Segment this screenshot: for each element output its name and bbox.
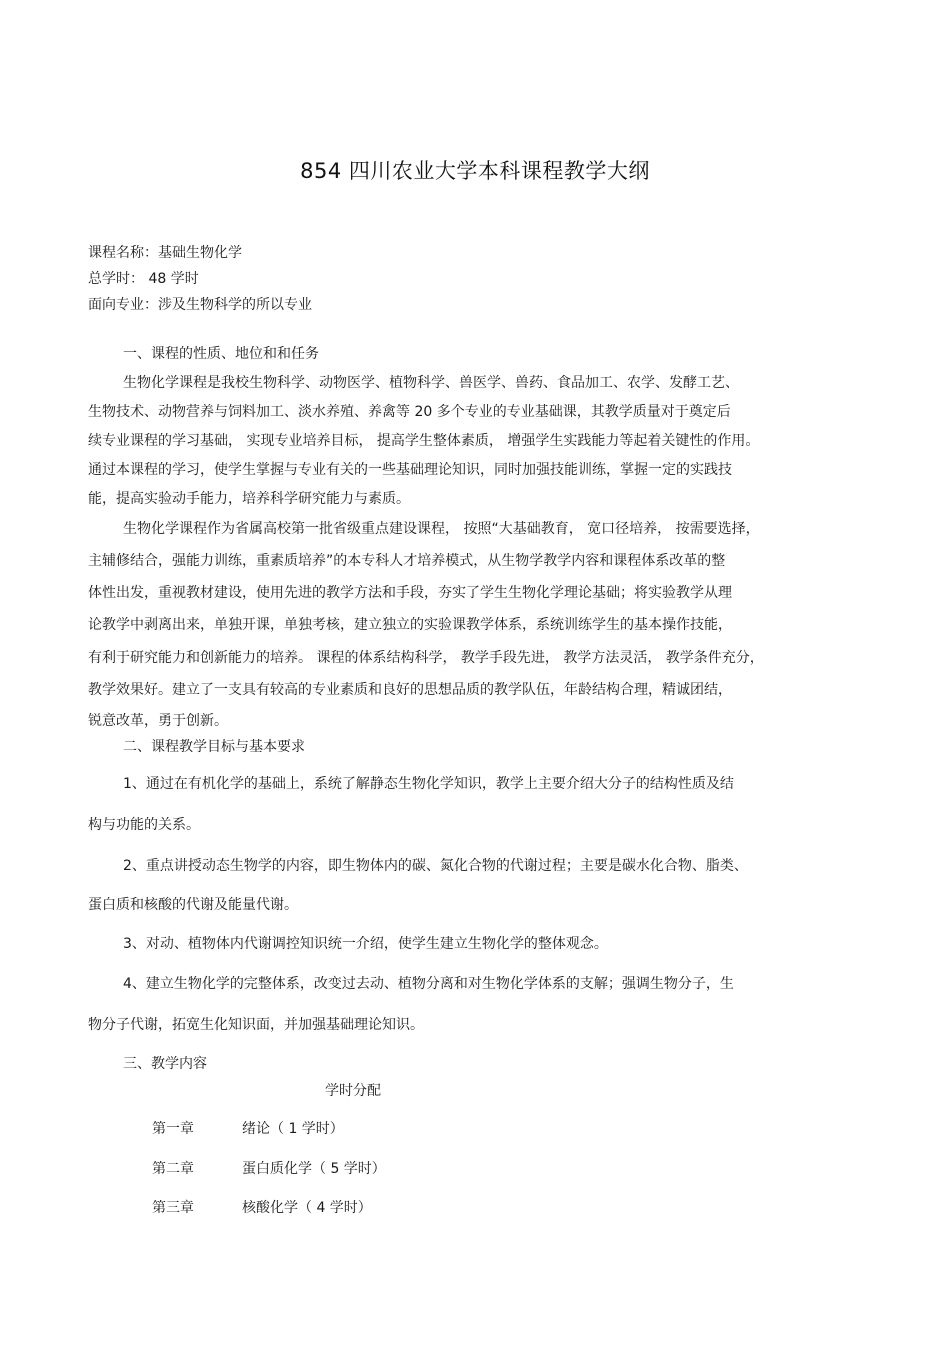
section1-heading: 一、课程的性质、地位和和任务 [123, 346, 319, 362]
chapter-number: 第一章 [152, 1121, 194, 1137]
section3-heading: 三、教学内容 [123, 1056, 207, 1072]
paragraph-line: 续专业课程的学习基础， 实现专业培养目标， 提高学生整体素质， 增强学生实践能力等起着关键性的作用。 [88, 433, 760, 449]
paragraph-line: 体性出发，重视教材建设，使用先进的教学方法和手段，夯实了学生生物化学理论基础；将实验教学从理 [88, 585, 732, 601]
total-hours: 总学时： 48 学时 [88, 271, 199, 287]
course-name: 课程名称：基础生物化学 [88, 245, 242, 261]
chapter-number: 第二章 [152, 1161, 194, 1177]
paragraph-line: 能，提高实验动手能力，培养科学研究能力与素质。 [88, 491, 410, 507]
chapter-row [152, 1198, 372, 1218]
goal-item: 1、通过在有机化学的基础上，系统了解静态生物化学知识，教学上主要介绍大分子的结构性质及结 [123, 776, 734, 792]
chapter-topic: 核酸化学（ 4 学时） [242, 1200, 372, 1216]
goal-item: 2、重点讲授动态生物学的内容，即生物体内的碳、氮化合物的代谢过程；主要是碳水化合物、脂类、 [123, 858, 748, 874]
chapter-row [152, 1159, 386, 1179]
goal-item: 4、建立生物化学的完整体系，改变过去动、植物分离和对生物化学体系的支解；强调生物分子，生 [123, 976, 734, 992]
goal-item-continued: 构与功能的关系。 [88, 817, 200, 833]
chapter-row [152, 1119, 344, 1139]
document-title: 854 四川农业大学本科课程教学大纲 [300, 159, 650, 183]
chapter-topic: 蛋白质化学（ 5 学时） [242, 1161, 386, 1177]
goal-item-continued: 蛋白质和核酸的代谢及能量代谢。 [88, 897, 298, 913]
hours-allocation-heading: 学时分配 [325, 1083, 381, 1099]
goal-item-continued: 物分子代谢，拓宽生化知识面，并加强基础理论知识。 [88, 1017, 424, 1033]
paragraph-line: 有利于研究能力和创新能力的培养。 课程的体系结构科学， 教学手段先进， 教学方法灵活， 教学条件充分， [88, 650, 764, 666]
paragraph-line: 生物化学课程是我校生物科学、动物医学、植物科学、兽医学、兽药、食品加工、农学、发酵工艺、 [123, 375, 739, 391]
chapter-topic: 绪论（ 1 学时） [242, 1121, 344, 1137]
paragraph-line: 锐意改革，勇于创新。 [88, 713, 228, 729]
paragraph-line: 教学效果好。建立了一支具有较高的专业素质和良好的思想品质的教学队伍，年龄结构合理，精诚团结， [88, 682, 732, 698]
paragraph-line: 通过本课程的学习，使学生掌握与专业有关的一些基础理论知识，同时加强技能训练，掌握一定的实践技 [88, 462, 732, 478]
paragraph-line: 主辅修结合，强能力训练，重素质培养”的本专科人才培养模式，从生物学教学内容和课程体系改革的整 [88, 553, 726, 569]
chapter-number: 第三章 [152, 1200, 194, 1216]
section2-heading: 二、课程教学目标与基本要求 [123, 739, 305, 755]
paragraph-line: 生物技术、动物营养与饲料加工、淡水养殖、养禽等 20 多个专业的专业基础课，其教学质量对于奠定后 [88, 404, 731, 420]
goal-item: 3、对动、植物体内代谢调控知识统一介绍，使学生建立生物化学的整体观念。 [123, 936, 608, 952]
paragraph-line: 论教学中剥离出来，单独开课，单独考核，建立独立的实验课教学体系，系统训练学生的基本操作技能， [88, 617, 732, 633]
paragraph-line: 生物化学课程作为省属高校第一批省级重点建设课程， 按照“大基础教育， 宽口径培养， 按需要选择， [123, 521, 760, 537]
target-major: 面向专业：涉及生物科学的所以专业 [88, 297, 312, 313]
